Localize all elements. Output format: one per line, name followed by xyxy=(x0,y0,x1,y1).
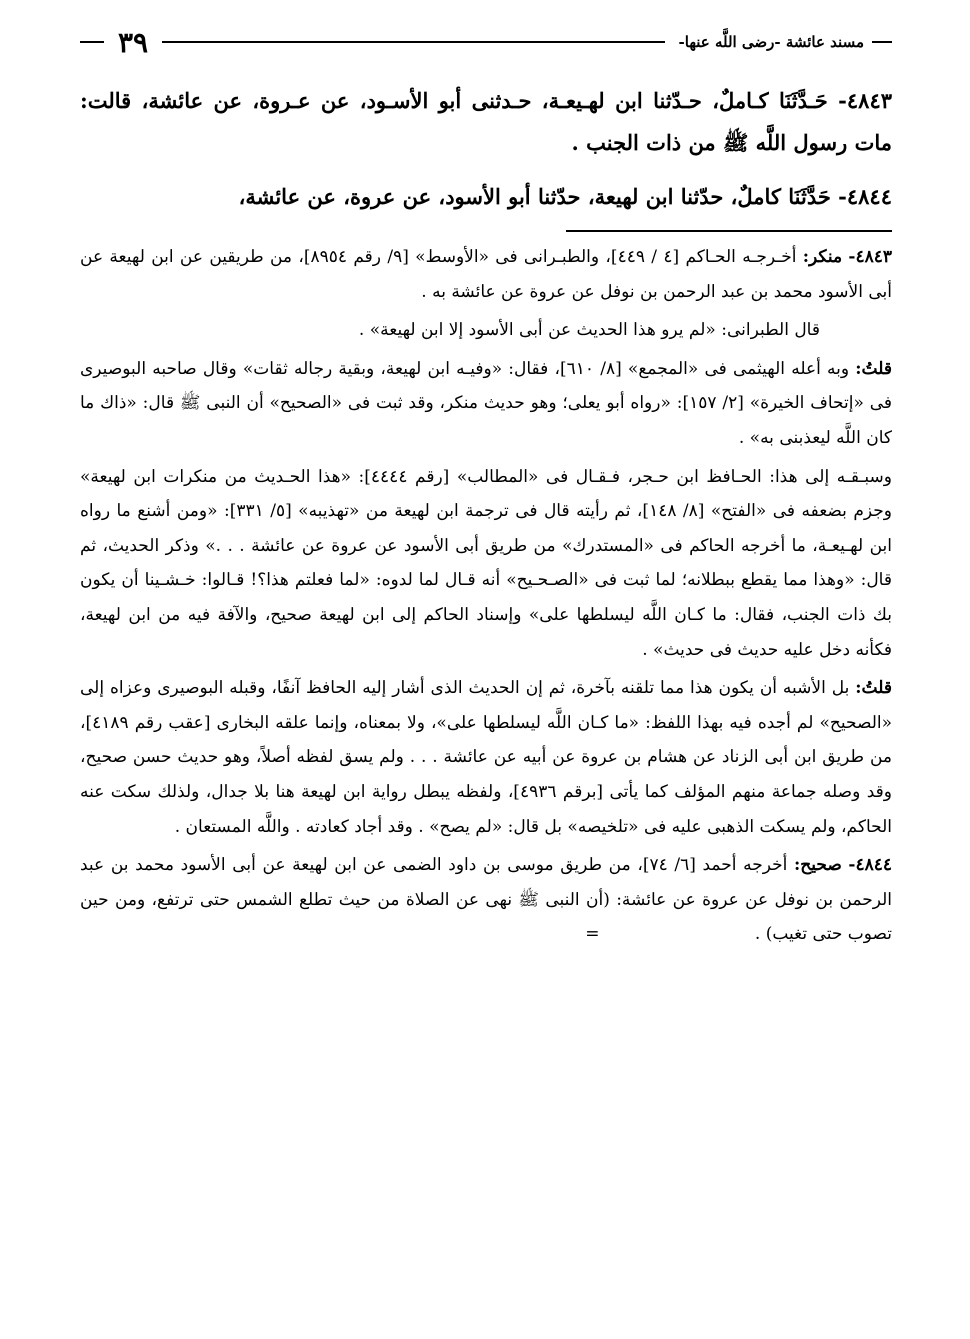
footnote-text: بل الأشبه أن يكون هذا مما تلقنه بآخرة، ثم إن الحديث الذى أشار إليه الحافظ آنفًا، وقبله البوصيرى وعزاه إلى «الصحيح» لم أجده فيه بهذا اللفظ: «ما كـان اللَّه ليسلطها على»، ولا بمعناه، وإنما علقه البخارى [عقب رقم ٤١٨٩]، من طريق ابن أبى الزناد عن هشام بن عروة عن أبيه عن عائشة . . . ولم يسق لفظه أصلاً، وهو حديث حسن صحيح، وقد وصله جماعة منهم المؤلف كما يأتى [برقم ٤٩٣٦]، ولفظه يبطل رواية ابن لهيعة هنا بلا جدال، ولذلك سكت عنه الحاكم، ولم يسكت الذهبى عليه فى «تلخيصه» بل قال: «لم يصح» . وقد أجاد كعادته . واللَّه المستعان . xyxy=(80,678,892,837)
running-header xyxy=(80,22,892,62)
hadith-text: حَدَّثَنَا كاملٌ، حدّثنا ابن لهيعة، حدّثنا أبو الأسود، عن عروة، عن عائشة، xyxy=(238,184,831,209)
qultu-label: قلتُ: xyxy=(855,358,893,379)
main-text xyxy=(80,80,892,218)
footnote-number: ٤٨٤٤- xyxy=(848,855,892,876)
page-number: ٣٩ xyxy=(118,25,149,59)
hadith-number: ٤٨٤٤- xyxy=(838,184,892,209)
footnote-grade: صحيح: xyxy=(793,855,842,876)
page xyxy=(80,22,892,956)
footnote-4843-qultu-1 xyxy=(80,352,892,456)
footnote-4843-hafiz: وسبـقـه إلى هذا: الحـافظ ابن حـجر، فـقـال فى «المطالب» [رقم ٤٤٤٤]: «هذا الحـديث من منكرات ابن لهيعة» وجزم بضعفه فى «الفتح» [٨/ ١٤٨]، ثم رأيته قال فى ترجمة ابن لهيعة من «تهذيبه» [٥/ ٣٣١]: «ومن أشنع ما رواه ابن لهـيعـة، ما أخرجه الحاكم فى «المستدرك» من طريق أبى الأسود عن عروة عن عائشة . . .» وذكر الحديث، ثم قال: «وهذا مما يقطع ببطلانه؛ لما ثبت فى «الصـحـيح» أنه قـال لما لدوه: «لما فعلتم هذا؟! قـالوا: خـشـينا أن يكون بك ذات الجنب، فقال: ما كـان اللَّه ليسلطها على» وإسناد الحاكم إلى ابن لهيعة صحيح، والآفة فيه من ابن لهيعة، فكأنه دخل عليه حديث فى حديث» . xyxy=(80,466,892,660)
header-dash-left xyxy=(80,41,104,43)
header-rule xyxy=(162,41,664,43)
hadith-text: حَـدَّثَنَا كـاملٌ، حـدّثنا ابن لهـيعـة، حـدثنى أبو الأسـود، عن عـروة، عن عائشة، قالت: مات رسول اللَّه ﷺ من ذات الجنب . xyxy=(80,88,892,155)
footnote-number: ٤٨٤٣- xyxy=(848,247,892,267)
footnote-grade: منكر: xyxy=(802,247,843,267)
footnote-separator xyxy=(566,230,892,232)
footnote-4843-tabarani: قال الطبرانى: «لم يرو هذا الحديث عن أبى الأسود إلا ابن لهيعة» . xyxy=(358,320,820,341)
footnote-4843-qultu-2 xyxy=(80,671,892,844)
footnote-text: أخرجه أحمد [٦/ ٧٤]، من طريق موسى بن داود الضمى عن ابن لهيعة عن أبى الأسود محمد بن عبد الرحمن بن نوفل عن عروة عن عائشة: (أن النبى ﷺ نهى عن الصلاة من حيث تطلع الشمس حتى ترتفع، ومن حين تصوب حتى تغيب) . xyxy=(80,855,892,945)
footnotes xyxy=(80,240,892,952)
hadith-number: ٤٨٤٣- xyxy=(838,88,893,113)
hadith-4844 xyxy=(80,176,892,218)
header-title: مسند عائشة -رضى اللَّه عنها- xyxy=(678,33,864,51)
footnote-text: أخـرجـه الحـاكم [٤ / ٤٤٩]، والطبـرانى فى «الأوسط» [٩/ رقم ٨٩٥٤]، من طريقين عن ابن لهيعة عن أبى الأسود محمد بن عبد الرحمن بن نوفل عن عروة عن عائشة به . xyxy=(80,247,892,302)
continuation-mark: = xyxy=(585,924,600,945)
header-dash-right xyxy=(872,41,892,43)
qultu-label: قلتُ: xyxy=(855,678,893,699)
hadith-4843 xyxy=(80,80,892,164)
footnote-text: وبه أعله الهيثمى فى «المجمع» [٨/ ٦١٠]، فقال: «وفيـه ابن لهيعة، وبقية رجاله ثقات» وقال صاحبه البوصيرى فى «إتحاف الخيرة» [٢/ ١٥٧]: «رواه أبو يعلى؛ وهو حديث منكر، وقد ثبت فى «الصحيح» أن النبى ﷺ قال: «ذاك ما كان اللَّه ليعذبنى به» . xyxy=(80,358,893,448)
footnote-4844 xyxy=(80,848,892,952)
footnote-4843-intro xyxy=(80,240,892,309)
